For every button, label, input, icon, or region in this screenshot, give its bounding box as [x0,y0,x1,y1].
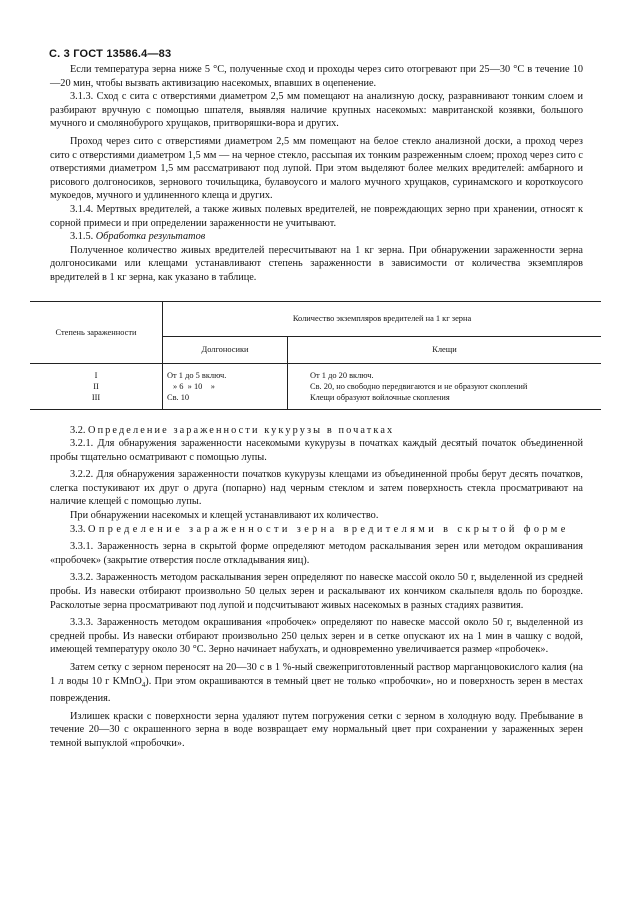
paragraph-3-3-2: 3.3.2. Зараженность методом раскалывания зерен определяют по навеске массой около 50 г, выделенной из средней пробы. Из навески отбирают произвольно 50 целых зерен и раскалывают их кончиком скальпеля вдоль по бороздке. Расколотые зерна просматривают под лупой и подсчитывают живых насекомых в разных стадиях развития. [50,572,583,611]
infestation-table [30,301,601,410]
section-3-1-5-heading [50,230,583,244]
table-cell-weevils: Св. 10 [163,392,288,410]
table-cell-degree: III [30,392,163,410]
table-header-weevils: Долгоносики [163,336,288,363]
paragraph-3-2-2: 3.2.2. Для обнаружения зараженности початков кукурузы клещами из объединенной пробы берут десять початков, слегка постукивают их друг о друга (попарно) над черным стеклом и затем поверхность стекла просматривают на наличие клещей с помощью лупы. [50,469,583,508]
section-3-1-5-title: Обработка результатов [95,231,206,243]
paragraph-temperature: Если температура зерна ниже 5 °С, полученные сход и проходы через сито отогревают при 25—30 °С в течение 10—20 мин, чтобы вызвать активизацию насекомых, впавших в оцепенение. [50,64,583,89]
paragraph-kmno4-subscript: 4 [141,680,146,689]
section-3-3-number: 3.3. [70,523,86,535]
table-header-mites: Клещи [288,336,602,363]
document-body [50,63,583,751]
section-3-3-heading [50,523,583,537]
paragraph-3-3-3: 3.3.3. Зараженность методом окрашивания «пробочек» определяют по навеске массой около 50 г, выделенной из средней пробы. Из навески отбирают произвольно 250 целых зерен и в сетке опускают их на 1 мин в чашку с водой, имеющей температуру около 30 °С. Зерно начинает набухать, и одновременно увеличивается размер «пробочек». [50,617,583,656]
table-cell-weevils: » 6 » 10 » [163,381,288,392]
paragraph-3-2-1: 3.2.1. Для обнаружения зараженности насекомыми кукурузы в початках каждый десятый початок объединенной пробы тщательно осматривают с помощью лупы. [50,438,583,463]
paragraph-3-1-4: 3.1.4. Мертвых вредителей, а также живых полевых вредителей, не повреждающих зерно при хранении, относят к сорной примеси и при определении зараженности не учитывают. [50,203,583,229]
paragraph-insects-count: При обнаружении насекомых и клещей устанавливают их количество. [70,510,379,522]
paragraph-sieve-pass: Проход через сито с отверстиями диаметром 2,5 мм помещают на белое стекло анализной доски, а проход через сито с отверстиями диаметром 1,5 мм — на черное стекло, рассыпая их тонким разреженным слоем; проход через сито с отверстиями диаметром 1,5 мм рассматривают под лупой. При этом выделяют более мелких вредителей: амбарного и рисового долгоносиков, зернового точильщика, булавоусого и малого мучного хрущаков, суринамского и короткоусого мукоедов, мучного и удлиненного клеща и других. [50,135,583,202]
table-header-degree: Степень зараженности [30,301,163,363]
section-3-3-title: Определение зараженности зерна вредителями в скрытой форме [88,523,569,535]
section-3-2-title: Определение зараженности кукурузы в початках [88,424,395,436]
table-cell-degree: II [93,381,99,391]
paragraph-kmno4-before: Затем сетку с зерном переносят на 20—30 с в 1 %-ный свежеприготовленный раствор марганцовокислого калия (на 1 л воды 10 г KMnO [50,662,583,687]
paragraph-3-3-1: 3.3.1. Зараженность зерна в скрытой форме определяют методом раскалывания зерен или методом окрашивания «пробочек» (закрытие отверстия после откладывания яиц). [50,541,583,566]
section-3-2-heading [50,424,583,438]
table-header-count: Количество экземпляров вредителей на 1 кг зерна [163,301,602,336]
paragraph-kmno4-after: ). При этом окрашиваются в темный цвет не только «пробочки», но и поверхность зерен в местах повреждения. [50,675,583,705]
table-row [30,392,601,410]
table-cell-degree: I [94,370,98,380]
table-cell-mites: Св. 20, но свободно передвигаются и не образуют скоплений [288,381,602,392]
table-row [30,363,601,381]
table-cell-mites: Клещи образуют войлочные скопления [288,392,602,410]
page-header: С. 3 ГОСТ 13586.4—83 [49,48,172,60]
section-3-2-number: 3.2. [70,424,86,436]
paragraph-3-1-5: Полученное количество живых вредителей пересчитывают на 1 кг зерна. При обнаружении зараженности зерна долгоносиками или клещами устанавливают степень зараженности в зависимости от количества экземпляров вредителей в 1 кг зерна, как указано в таблице. [50,244,583,283]
table-row [30,381,601,392]
paragraph-3-1-3: 3.1.3. Сход с сита с отверстиями диаметром 2,5 мм помещают на анализную доску, разравнивают тонким слоем и разбирают вручную с помощью шпателя, выявляя наличие крупных насекомых: мавританской козявки, большого мучного и смолянобурого хрущаков, притворяшки-вора и других. [50,91,583,130]
paragraph-final: Излишек краски с поверхности зерна удаляют путем погружения сетки с зерном в холодную воду. Пребывание в течение 20—30 с окрашенного зерна в воде возвращает ему нормальный цвет при сохранении у зараженных зерен темной выпуклой «пробочки». [50,710,583,750]
paragraph-kmno4 [50,661,583,706]
table-cell-weevils: От 1 до 5 включ. [163,363,288,381]
table-cell-mites: От 1 до 20 включ. [288,363,602,381]
section-3-1-5-number: 3.1.5. [70,231,94,243]
